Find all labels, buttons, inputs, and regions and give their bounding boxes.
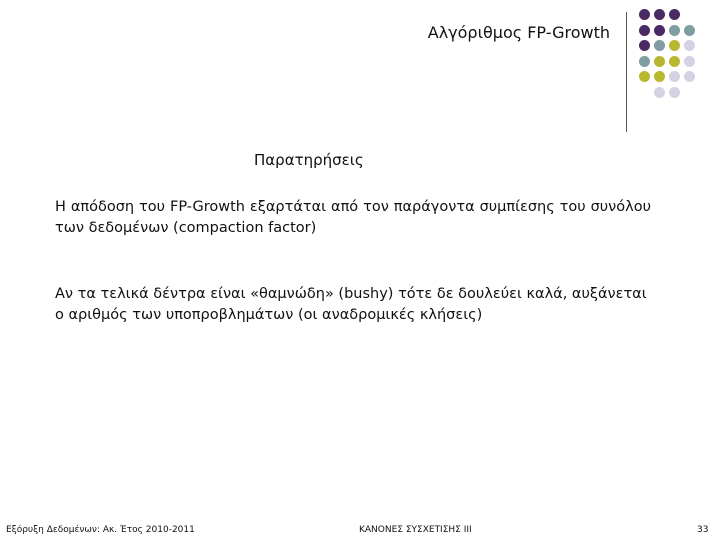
decorative-dot bbox=[654, 71, 665, 82]
paragraph-bushy-trees: Αν τα τελικά δέντρα είναι «θαμνώδη» (bushy) τότε δε δουλεύει καλά, αυξάνεται ο αριθμός των υποπροβλημάτων (οι αναδρομικές κλήσεις) bbox=[55, 286, 647, 323]
slide-subtitle: Παρατηρήσεις bbox=[254, 151, 364, 169]
decorative-dot bbox=[654, 9, 665, 20]
decorative-dot bbox=[684, 71, 695, 82]
decorative-dot bbox=[669, 56, 680, 67]
decorative-dot bbox=[669, 40, 680, 51]
slide-title: Αλγόριθμος FP-Growth bbox=[427, 23, 610, 42]
decorative-dot bbox=[654, 25, 665, 36]
decorative-dot bbox=[639, 9, 650, 20]
decorative-dot bbox=[669, 71, 680, 82]
decorative-dot bbox=[669, 9, 680, 20]
decorative-dot bbox=[639, 56, 650, 67]
decorative-dot bbox=[684, 56, 695, 67]
decorative-dot bbox=[654, 40, 665, 51]
decorative-dot bbox=[669, 25, 680, 36]
decorative-dot bbox=[639, 25, 650, 36]
decorative-dot bbox=[639, 71, 650, 82]
decorative-dot bbox=[684, 25, 695, 36]
title-divider bbox=[626, 12, 627, 132]
footer-page-number: 33 bbox=[697, 525, 709, 535]
decorative-dot bbox=[654, 56, 665, 67]
decorative-dot bbox=[669, 87, 680, 98]
paragraph-compaction-factor: Η απόδοση του FP-Growth εξαρτάται από τον παράγοντα συμπίεσης του συνόλου των δεδομένων (compaction factor) bbox=[55, 199, 651, 236]
decorative-dot bbox=[639, 40, 650, 51]
footer-course-info: Εξόρυξη Δεδομένων: Ακ. Έτος 2010-2011 bbox=[6, 525, 195, 535]
footer-chapter-title: ΚΑΝΟΝΕΣ ΣΥΣΧΕΤΙΣΗΣ III bbox=[359, 525, 472, 535]
decorative-dot bbox=[684, 40, 695, 51]
decorative-dot-grid bbox=[639, 9, 719, 119]
decorative-dot bbox=[654, 87, 665, 98]
